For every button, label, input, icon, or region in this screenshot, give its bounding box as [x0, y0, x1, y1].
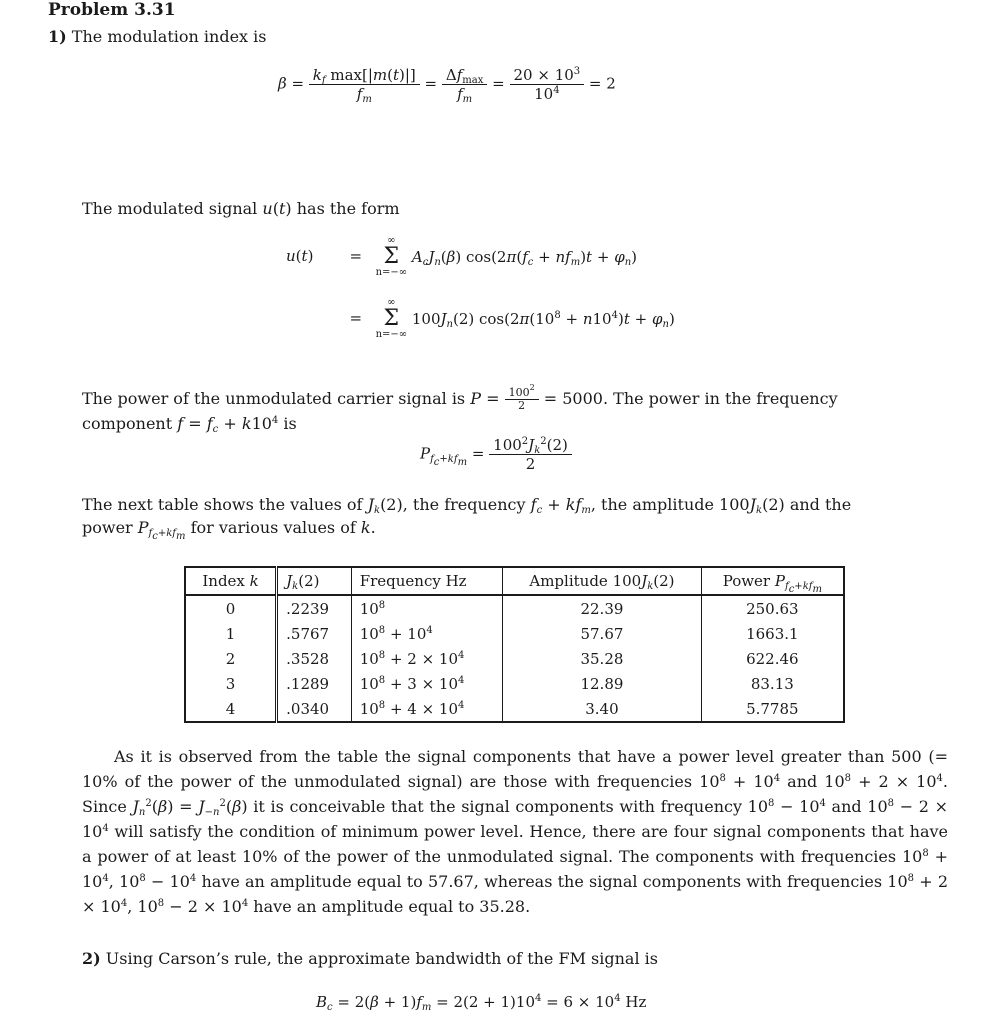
- part2-intro: 2) Using Carson’s rule, the approximate bandwidth of the FM signal is: [82, 949, 658, 968]
- cell-amplitude: 22.39: [503, 595, 701, 621]
- cell-frequency: $10^8 + 10^4$: [351, 621, 503, 646]
- header-amplitude: Amplitude $100J_k(2)$: [503, 567, 701, 595]
- bessel-components-table: [184, 566, 845, 723]
- header-index: Index k: [185, 567, 277, 595]
- table-row: [185, 595, 844, 621]
- header-frequency: Frequency Hz: [351, 567, 503, 595]
- cell-power: 1663.1: [746, 624, 799, 643]
- modulation-index-equation: β = $\frac{k_f \max[|m(t)|]}{f_m}$ = $\frac{\Delta f_{max}}{f_m}$ = $\frac{20 \times 10^3}{10^4}$ = 2: [278, 66, 616, 105]
- observation-paragraph: As it is observed from the table the signal components that have a power level greater than 500 (= 10% of the power of the unmodulated signal) are those with frequencies $10^8 + 10^4$ and $10^8 + 2 \times 10^4$. Since $J_n^2(\beta) = J_{-n}^2(\beta)$ it is conceivable that the signal components with frequency $10^8 - 10^4$ and $10^8 - 2 \times 10^4$ will satisfy the condition of minimum power level. Hence, there are four signal components that have a power of at least 10% of the power of the unmodulated signal. The components with frequencies $10^8 + 10^4$, $10^8 - 10^4$ have an amplitude equal to 57.67, whereas the signal components with frequencies $10^8 + 2 \times 10^4$, $10^8 - 2 \times 10^4$ have an amplitude equal to 35.28.: [82, 747, 949, 916]
- table-header-row: [185, 567, 844, 595]
- problem-title: Problem 3.31: [48, 0, 176, 20]
- cell-power: 250.63: [746, 599, 799, 618]
- cell-power: 622.46: [746, 649, 799, 668]
- part2-label: 2): [82, 949, 101, 968]
- table-intro-line-2: power $P_{f_c+kf_m}$ for various values of k.: [82, 518, 376, 542]
- cell-jk: .0340: [277, 696, 352, 722]
- beta-result: 2: [606, 74, 616, 93]
- cell-frequency: $10^8 + 3 \times 10^4$: [351, 671, 503, 696]
- part1-label: 1): [48, 27, 67, 46]
- carson-bandwidth-equation: $B_c = 2(\beta + 1)f_m = 2(2 + 1)10^4 = 6 \times 10^4$ Hz: [316, 993, 647, 1013]
- table-row: [185, 671, 844, 696]
- component-power-fraction: $\frac{100^2J_k^2(2)}{2}$: [489, 436, 572, 473]
- header-jk: $J_k(2)$: [277, 567, 352, 595]
- carrier-power-paragraph: The power of the unmodulated carrier signal is P = $\frac{100^2}{2}$ = 5000. The power in the frequency: [82, 383, 838, 412]
- cell-index: 2: [185, 646, 277, 671]
- carrier-power-line-2: component $f = f_c + k10^4$ is: [82, 414, 297, 435]
- sum-equation-line-1: u(t) = ∞ Σ n=−∞ $A_cJ_n(\beta) \cos(2\pi(f_c + nf_m)t + \varphi_n)$: [286, 235, 638, 278]
- cell-index: 3: [185, 671, 277, 696]
- cell-index: 1: [185, 621, 277, 646]
- sum-equation-line-2: = ∞ Σ n=−∞ $100J_n(2) \cos(2\pi(10^8 + n10^4)t + \varphi_n)$: [349, 297, 675, 340]
- part1-intro-text: The modulation index is: [71, 27, 267, 46]
- table-intro-line-1: The next table shows the values of $J_k(2)$, the frequency $f_c + kf_m$, the amplitude $100J_k(2)$ and the: [82, 495, 852, 516]
- cell-amplitude: 35.28: [503, 646, 701, 671]
- summation-symbol-2: ∞ Σ n=−∞: [375, 297, 408, 340]
- beta-fraction-1: $\frac{k_f \max[|m(t)|]}{f_m}$: [309, 66, 420, 103]
- cell-frequency: $10^8 + 4 \times 10^4$: [351, 696, 503, 722]
- summation-symbol: ∞ Σ n=−∞: [375, 235, 408, 278]
- cell-frequency: $10^8$: [351, 595, 503, 621]
- cell-frequency: $10^8 + 2 \times 10^4$: [351, 646, 503, 671]
- table-row: [185, 621, 844, 646]
- cell-jk: .1289: [277, 671, 352, 696]
- cell-power: 5.7785: [746, 699, 799, 718]
- cell-amplitude: 57.67: [503, 621, 701, 646]
- part1-intro: [48, 24, 266, 49]
- cell-power: 83.13: [750, 674, 794, 693]
- header-power: Power $P_{f_c+kf_m}$: [701, 567, 844, 595]
- cell-jk: .5767: [277, 621, 352, 646]
- component-power-equation: $P_{f_c+kf_m}$ = $\frac{100^2J_k^2(2)}{2}$: [420, 436, 572, 473]
- table-row: [185, 696, 844, 722]
- cell-index: 4: [185, 696, 277, 722]
- cell-jk: .3528: [277, 646, 352, 671]
- cell-amplitude: 3.40: [503, 696, 701, 722]
- cell-amplitude: 12.89: [503, 671, 701, 696]
- cell-jk: .2239: [277, 595, 352, 621]
- beta-fraction-3: $\frac{20 \times 10^3}{10^4}$: [510, 66, 585, 103]
- table-row: [185, 646, 844, 671]
- modulated-signal-sentence: The modulated signal u(t) has the form: [82, 199, 400, 218]
- carrier-power-fraction: $\frac{100^2}{2}$: [505, 387, 539, 412]
- cell-index: 0: [185, 595, 277, 621]
- beta-fraction-2: $\frac{\Delta f_{max}}{f_m}$: [442, 66, 488, 103]
